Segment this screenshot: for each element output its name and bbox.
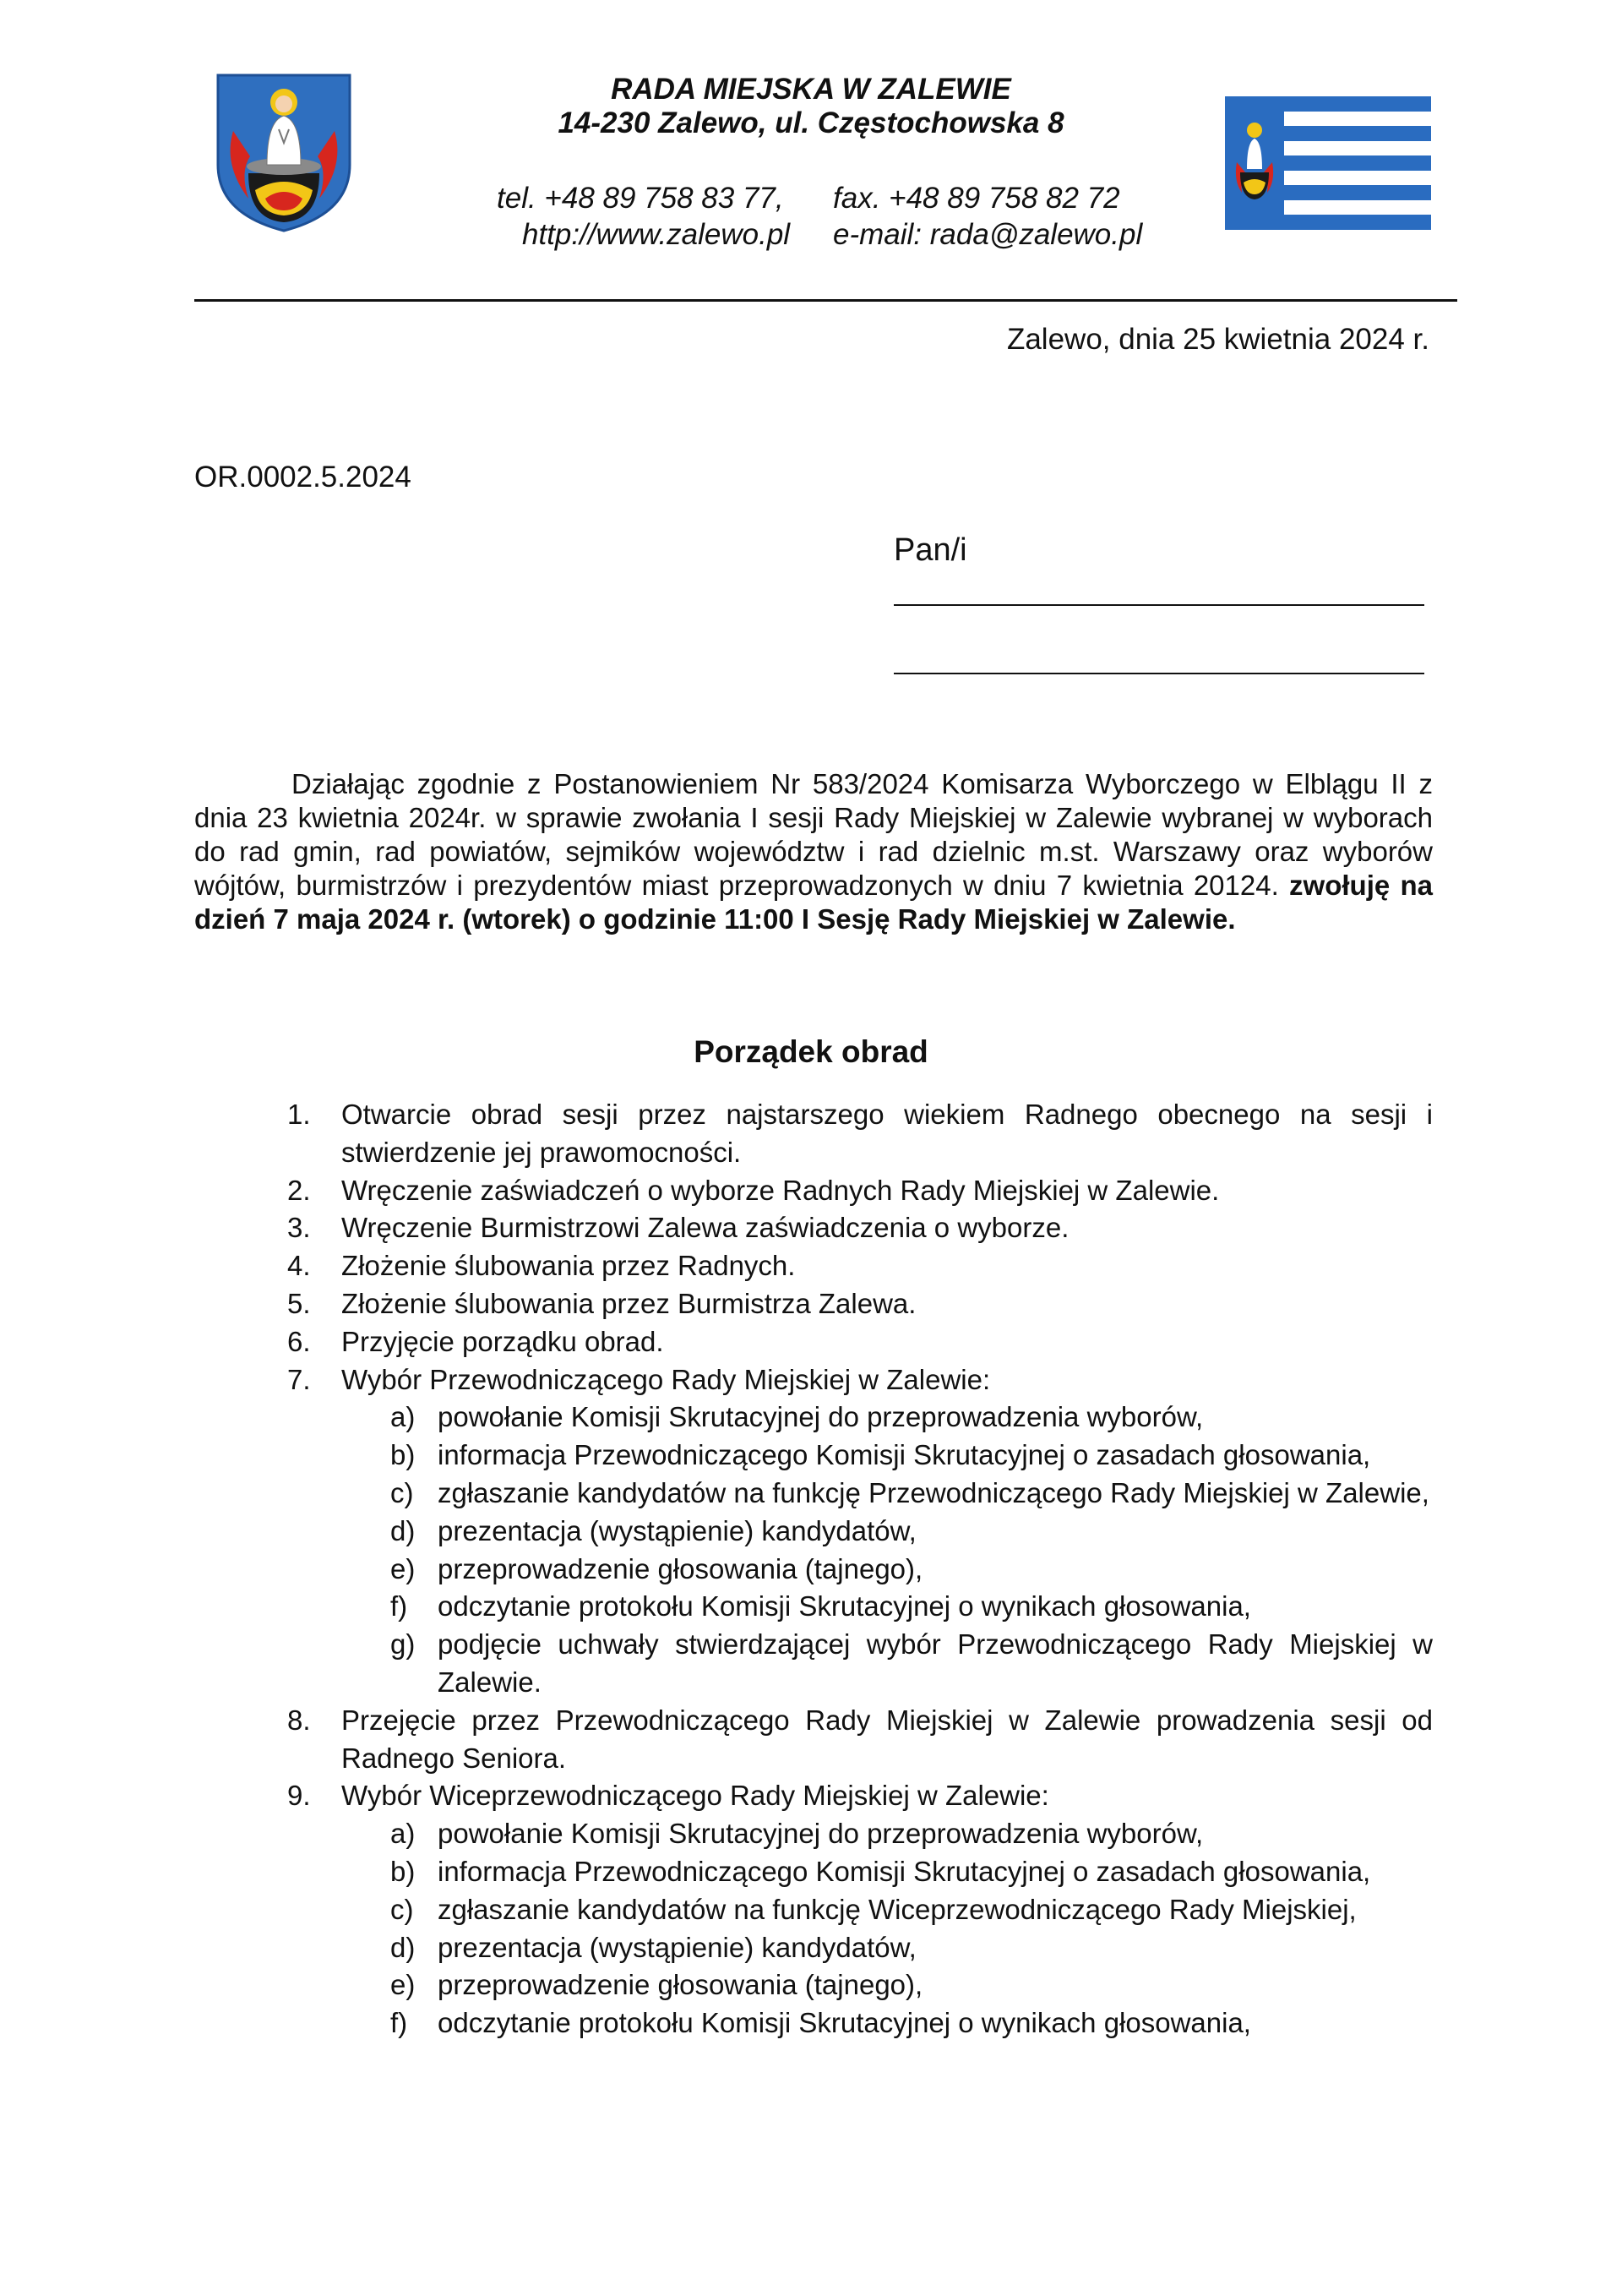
agenda-subitem-9d: [287, 1929, 1433, 1967]
agenda-subitem-7b: [287, 1437, 1433, 1475]
agenda-item-text: Wręczenie zaświadczeń o wyborze Radnych Rady Miejskiej w Zalewie.: [341, 1174, 1220, 1206]
agenda-item-3: [287, 1209, 1433, 1247]
subitem-text: odczytanie protokołu Komisji Skrutacyjnej o wynikach głosowania,: [438, 1590, 1251, 1622]
agenda-subitem-9a: [287, 1815, 1433, 1853]
subitem-letter: e): [390, 1969, 416, 2001]
subitem-letter: f): [390, 1590, 408, 1622]
subitem-text: prezentacja (wystąpienie) kandydatów,: [438, 1514, 917, 1546]
subitem-text: odczytanie protokołu Komisji Skrutacyjnej o wynikach głosowania,: [438, 2007, 1251, 2039]
agenda-item-number: 9.: [287, 1780, 311, 1812]
subitem-letter: b): [390, 1439, 416, 1471]
reference-number: OR.0002.5.2024: [194, 461, 411, 494]
agenda-subitem-7e: [287, 1551, 1433, 1589]
subitem-letter: a): [390, 1818, 416, 1850]
council-telephone: tel. +48 89 758 83 77,: [497, 182, 784, 215]
addressee-blank-line-1: [894, 604, 1424, 606]
agenda-subitem-9e: [287, 1966, 1433, 2004]
subitem-letter: c): [390, 1476, 414, 1508]
subitem-text: informacja Przewodniczącego Komisji Skrutacyjnej o zasadach głosowania,: [438, 1855, 1371, 1887]
subitem-letter: b): [390, 1855, 416, 1887]
agenda-item-number: 5.: [287, 1287, 311, 1319]
subitem-text: powołanie Komisji Skrutacyjnej do przeprowadzenia wyborów,: [438, 1818, 1204, 1850]
convocation-text: Działając zgodnie z Postanowieniem Nr 583/2024 Komisarza Wyborczego w Elblągu II z dnia 23 kwietnia 2024r. w sprawie zwołania I sesji Rady Miejskiej w Zalewie wybranej w wyborach do rad gmin, rad powiatów, sejmików województw i rad dzielnic m.st. Warszawy oraz wyborów wójtów, burmistrzów i prezydentów miast przeprowadzonych w dniu 7 kwietnia 20124.: [194, 768, 1433, 901]
agenda-item-8: [287, 1702, 1433, 1778]
subitem-text: prezentacja (wystąpienie) kandydatów,: [438, 1931, 917, 1963]
agenda-item-number: 7.: [287, 1363, 311, 1395]
council-address: 14-230 Zalewo, ul. Częstochowska 8: [558, 106, 1064, 139]
agenda-subitem-7g: [287, 1626, 1433, 1702]
agenda-subitem-7d: [287, 1513, 1433, 1551]
subitem-text: zgłaszanie kandydatów na funkcję Wiceprzewodniczącego Rady Miejskiej,: [438, 1893, 1357, 1925]
subitem-letter: e): [390, 1552, 416, 1584]
zalewo-flag-icon: [1225, 96, 1431, 230]
subitem-letter: g): [390, 1628, 416, 1661]
agenda-item-number: 1.: [287, 1099, 311, 1130]
agenda-item-text: Otwarcie obrad sesji przez najstarszego wiekiem Radnego obecnego na sesji i stwierdzenie jej prawomocności.: [341, 1099, 1433, 1168]
agenda-item-5: [287, 1285, 1433, 1323]
agenda-item-text: Wybór Przewodniczącego Rady Miejskiej w Zalewie:: [341, 1363, 991, 1395]
subitem-letter: d): [390, 1931, 416, 1963]
subitem-text: przeprowadzenie głosowania (tajnego),: [438, 1552, 923, 1584]
letter-date: Zalewo, dnia 25 kwietnia 2024 r.: [1006, 323, 1429, 356]
agenda-item-text: Wręczenie Burmistrzowi Zalewa zaświadczenia o wyborze.: [341, 1212, 1070, 1244]
agenda-subitem-7c: [287, 1475, 1433, 1513]
agenda-subitem-9c: [287, 1891, 1433, 1929]
council-fax: fax. +48 89 758 82 72: [833, 182, 1120, 215]
agenda-subitem-9b: [287, 1853, 1433, 1891]
convocation-bold-text: zwołuję na dzień 7 maja 2024 r. (wtorek) o godzinie 11:00 I Sesję Rady Miejskiej w Zalewie.: [194, 870, 1434, 935]
council-website-link[interactable]: http://www.zalewo.pl: [522, 218, 791, 251]
agenda-item-text: Przejęcie przez Przewodniczącego Rady Miejskiej w Zalewie prowadzenia sesji od Radnego Seniora.: [341, 1704, 1433, 1774]
subitem-text: informacja Przewodniczącego Komisji Skrutacyjnej o zasadach głosowania,: [438, 1439, 1371, 1471]
convocation-paragraph: [194, 767, 1433, 936]
subitem-letter: c): [390, 1893, 414, 1925]
agenda-item-6: [287, 1323, 1433, 1361]
subitem-letter: d): [390, 1514, 416, 1546]
agenda-title: Porządek obrad: [694, 1034, 928, 1069]
agenda-item-number: 3.: [287, 1212, 311, 1244]
agenda-item-number: 8.: [287, 1704, 311, 1736]
agenda-item-number: 4.: [287, 1250, 311, 1282]
agenda-item-text: Przyjęcie porządku obrad.: [341, 1325, 664, 1357]
agenda-item-1: [287, 1096, 1433, 1172]
agenda-item-9: [287, 1777, 1433, 1815]
council-name: RADA MIEJSKA W ZALEWIE: [611, 73, 1011, 106]
agenda-item-text: Złożenie ślubowania przez Radnych.: [341, 1250, 796, 1282]
council-email-link[interactable]: e-mail: rada@zalewo.pl: [833, 218, 1143, 251]
subitem-text: podjęcie uchwały stwierdzającej wybór Przewodniczącego Rady Miejskiej w Zalewie.: [438, 1628, 1433, 1698]
agenda-item-2: [287, 1172, 1433, 1210]
agenda-subitem-7f: [287, 1588, 1433, 1626]
subitem-text: powołanie Komisji Skrutacyjnej do przeprowadzenia wyborów,: [438, 1401, 1204, 1433]
subitem-text: zgłaszanie kandydatów na funkcję Przewodniczącego Rady Miejskiej w Zalewie,: [438, 1476, 1429, 1508]
agenda-item-number: 6.: [287, 1325, 311, 1357]
subitem-text: przeprowadzenie głosowania (tajnego),: [438, 1969, 923, 2001]
agenda-item-number: 2.: [287, 1174, 311, 1206]
header-divider: [194, 299, 1457, 302]
agenda-subitem-9f: [287, 2004, 1433, 2042]
agenda-item-text: Złożenie ślubowania przez Burmistrza Zalewa.: [341, 1287, 917, 1319]
agenda-item-text: Wybór Wiceprzewodniczącego Rady Miejskiej w Zalewie:: [341, 1780, 1049, 1812]
addressee-blank-line-2: [894, 673, 1424, 674]
agenda-list: [287, 1096, 1433, 2042]
subitem-letter: a): [390, 1401, 416, 1433]
agenda-item-7: [287, 1361, 1433, 1399]
agenda-item-4: [287, 1247, 1433, 1285]
subitem-letter: f): [390, 2007, 408, 2039]
addressee-label: Pan/i: [894, 532, 967, 568]
agenda-subitem-7a: [287, 1399, 1433, 1437]
